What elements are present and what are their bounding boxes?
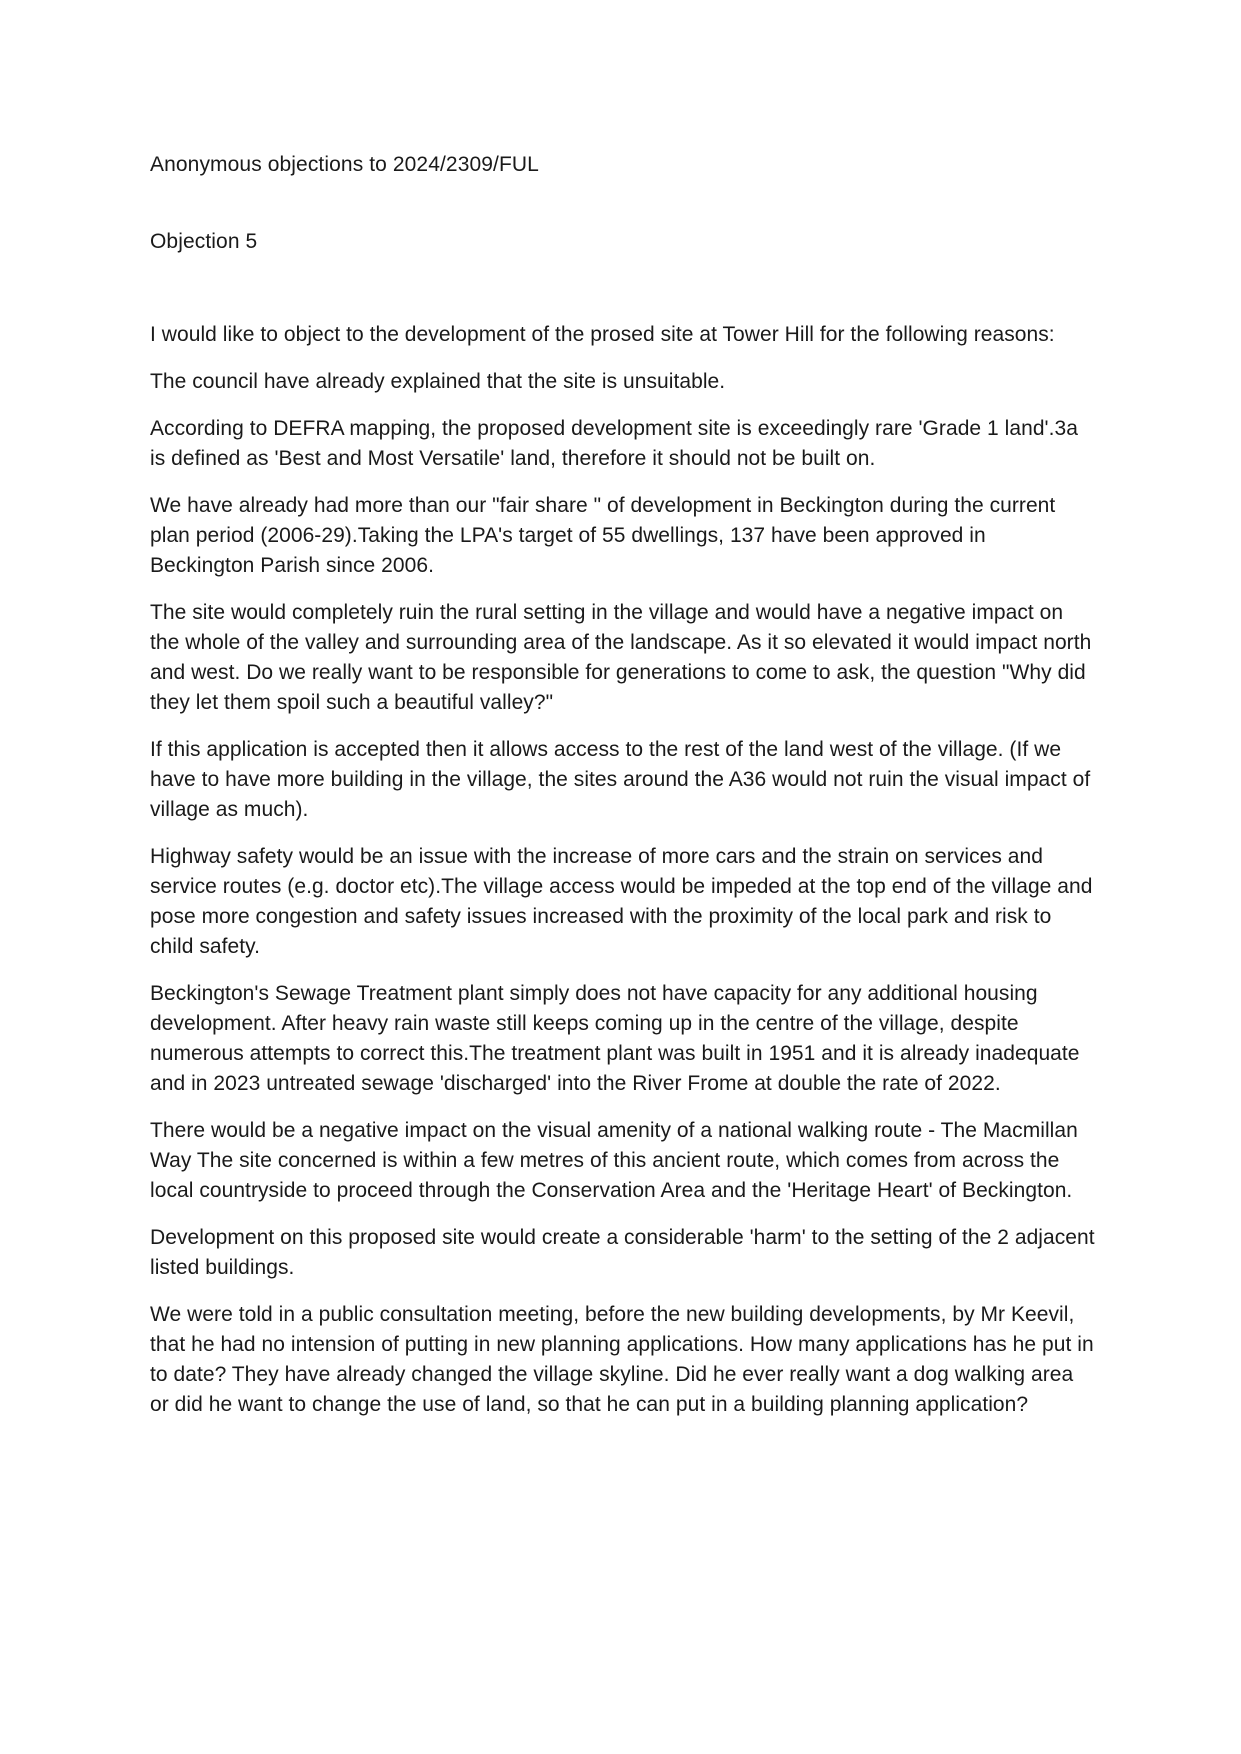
paragraph-highway-safety: Highway safety would be an issue with the increase of more cars and the strain on services and service routes (e.g. doctor etc).The village access would be impeded at the top end of the village and pose more congestion and safety issues increased with the proximity of the local park and risk to child safety. (150, 845, 1093, 958)
paragraph-rural-setting: The site would completely ruin the rural setting in the village and would have a negative impact on the whole of the valley and surrounding area of the landscape. As it so elevated it would impact north and west. Do we really want to be responsible for generations to come to ask, the question "Why did they let them spoil such a beautiful valley?" (150, 601, 1092, 714)
document-title: Anonymous objections to 2024/2309/FUL (150, 153, 539, 176)
paragraph-defra: According to DEFRA mapping, the proposed development site is exceedingly rare 'Grade 1 land'.3a is defined as 'Best and Most Versatile' land, therefore it should not be built on. (150, 417, 1078, 470)
paragraph-walking-route: There would be a negative impact on the visual amenity of a national walking route - The Macmillan Way The site concerned is within a few metres of this ancient route, which comes from across the local countryside to proceed through the Conservation Area and the 'Heritage Heart' of Beckington. (150, 1119, 1078, 1202)
paragraph-sewage: Beckington's Sewage Treatment plant simply does not have capacity for any additional housing development. After heavy rain waste still keeps coming up in the centre of the village, despite numerous attempts to correct this.The treatment plant was built in 1951 and it is already inadequate and in 2023 untreated sewage 'discharged' into the River Frome at double the rate of 2022. (150, 982, 1080, 1095)
paragraph-intro: I would like to object to the development of the prosed site at Tower Hill for the following reasons: (150, 323, 1055, 346)
paragraph-unsuitable: The council have already explained that the site is unsuitable. (150, 370, 726, 393)
paragraph-fair-share: We have already had more than our "fair share " of development in Beckington during the current plan period (2006-29).Taking the LPA's target of 55 dwellings, 137 have been approved in Beckington Parish since 2006. (150, 494, 1056, 577)
objection-number: Objection 5 (150, 230, 258, 253)
paragraph-listed-buildings: Development on this proposed site would create a considerable 'harm' to the setting of the 2 adjacent listed buildings. (150, 1226, 1095, 1279)
paragraph-consultation: We were told in a public consultation meeting, before the new building developments, by Mr Keevil, that he had no intension of putting in new planning applications. How many applications has he put in to date? They have already changed the village skyline. Did he ever really want a dog walking area or did he want to change the use of land, so that he can put in a building planning application? (150, 1303, 1094, 1416)
paragraph-access: If this application is accepted then it allows access to the rest of the land west of the village. (If we have to have more building in the village, the sites around the A36 would not ruin the visual impact of village as much). (150, 738, 1091, 821)
document-page (150, 150, 1095, 1437)
